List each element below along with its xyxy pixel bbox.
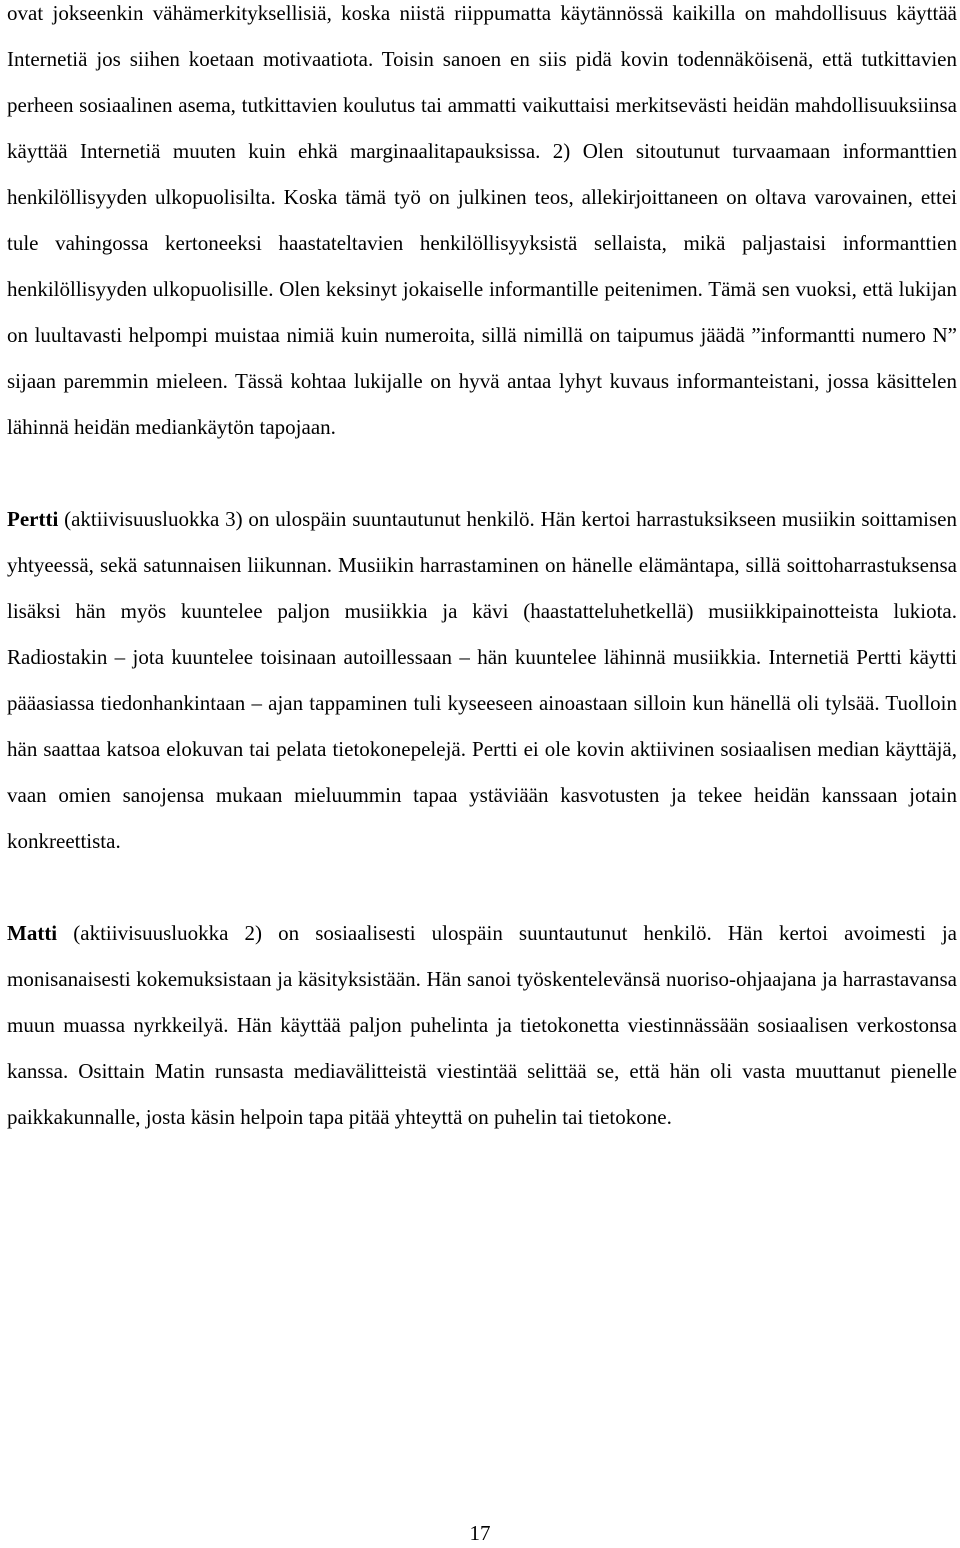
paragraph-text: (aktiivisuusluokka 3) on ulospäin suuntautunut henkilö. Hän kertoi harrastuksikseen musiikin soittamisen yhtyeessä, sekä satunnaisen liikunnan. Musiikin harrastaminen on hänelle elämäntapa, sillä soittoharrastuksensa lisäksi hän myös kuuntelee paljon musiikkia ja kävi (haastatteluhetkellä) musiikkipainotteista lukiota. Radiostakin – jota kuuntelee toisinaan autoillessaan – hän kuuntelee lähinnä musiikkia. Internetiä Pertti käytti pääasiassa tiedonhankintaan – ajan tappaminen tuli kyseeseen ainoastaan silloin kun hänellä oli tylsää. Tuolloin hän saattaa katsoa elokuvan tai pelata tietokonepelejä. Pertti ei ole kovin aktiivinen sosiaalisen median käyttäjä, vaan omien sanojensa mukaan mieluummin tapaa ystäviään kasvotusten ja tekee heidän kanssaan jotain konkreettista. [7, 507, 957, 853]
informant-name-matti: Matti [7, 921, 58, 945]
paragraph-text: (aktiivisuusluokka 2) on sosiaalisesti ulospäin suuntautunut henkilö. Hän kertoi avoimesti ja monisanaisesti kokemuksistaan ja käsityksistään. Hän sanoi työskentelevänsä nuoriso-ohjaajana ja harrastavansa muun muassa nyrkkeilyä. Hän käyttää paljon puhelinta ja tietokonetta viestinnässään sosiaalisen verkostonsa kanssa. Osittain Matin runsasta mediavälitteistä viestintää selittää se, että hän oli vasta muuttanut pienelle paikkakunnalle, josta käsin helpoin tapa pitää yhteyttä on puhelin tai tietokone. [7, 921, 957, 1129]
informant-name-pertti: Pertti [7, 507, 59, 531]
paragraph-informant-matti [7, 910, 957, 1140]
paragraph-informant-pertti [7, 496, 957, 864]
page-number: 17 [469, 1521, 491, 1545]
paragraph-text: ovat jokseenkin vähämerkityksellisiä, koska niistä riippumatta käytännössä kaikilla on mahdollisuus käyttää Internetiä jos siihen koetaan motivaatiota. Toisin sanoen en siis pidä kovin todennäköisenä, että tutkittavien perheen sosiaalinen asema, tutkittavien koulutus tai ammatti vaikuttaisi merkitsevästi heidän mahdollisuuksiinsa käyttää Internetiä muuten kuin ehkä marginaalitapauksissa. 2) Olen sitoutunut turvaamaan informanttien henkilöllisyyden ulkopuolisilta. Koska tämä työ on julkinen teos, allekirjoittaneen on oltava varovainen, ettei tule vahingossa kertoneeksi haastateltavien henkilöllisyyksistä sellaista, mikä paljastaisi informanttien henkilöllisyyden ulkopuolisille. Olen keksinyt jokaiselle informantille peitenimen. Tämä sen vuoksi, että lukijan on luultavasti helpompi muistaa nimiä kuin numeroita, sillä nimillä on taipumus jäädä ”informantti numero N” sijaan paremmin mieleen. Tässä kohtaa lukijalle on hyvä antaa lyhyt kuvaus informanteistani, jossa käsittelen lähinnä heidän mediankäytön tapojaan. [7, 1, 957, 439]
paragraph-methodology [7, 0, 957, 450]
document-page [7, 0, 957, 1140]
